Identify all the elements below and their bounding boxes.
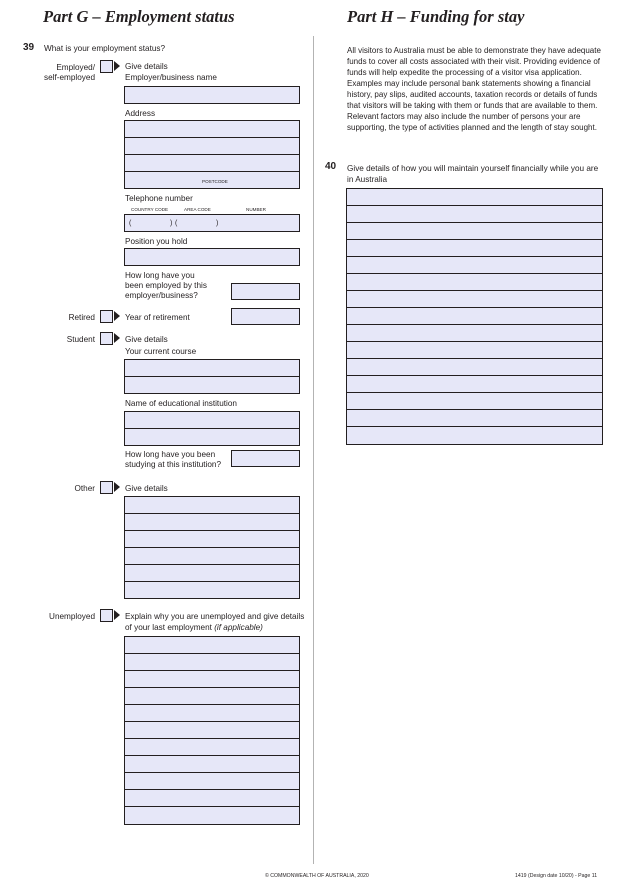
postcode-label: POSTCODE [202,179,228,184]
employed-label: Employed/ self-employed [44,63,95,82]
question-39-number: 39 [23,42,35,53]
funding-line[interactable] [347,342,602,359]
funding-line[interactable] [347,189,602,206]
number-label: NUMBER [246,207,266,212]
other-label: Other [74,484,95,493]
phone-paren-close: ) [216,220,219,227]
funding-line[interactable] [347,359,602,376]
country-code-label: COUNTRY CODE [131,207,169,212]
year-retirement-field[interactable] [231,308,300,325]
funding-line[interactable] [347,291,602,308]
how-long-studying-field[interactable] [231,450,300,467]
funding-line[interactable] [347,410,602,427]
student-label: Student [66,335,95,344]
unemployed-label: Unemployed [49,612,95,621]
other-line[interactable] [125,497,299,514]
funding-line[interactable] [347,223,602,240]
unemployed-line[interactable] [125,739,299,756]
question-40-text: Give details of how you will maintain yourself financially while you are in Australia [347,164,599,184]
footer-page-info: 1419 (Design date 10/20) - Page 11 [515,873,598,879]
unemployed-line[interactable] [125,654,299,671]
other-give-details: Give details [125,484,168,493]
course-line[interactable] [125,360,299,377]
employer-name-label: Employer/business name [125,73,217,82]
other-line[interactable] [125,548,299,565]
column-divider [313,36,314,864]
telephone-label: Telephone number [125,194,193,203]
unemployed-checkbox[interactable] [100,609,113,622]
other-line[interactable] [125,531,299,548]
retired-checkbox[interactable] [100,310,113,323]
employed-give-details: Give details [125,62,168,71]
unemployed-explain-label: Explain why you are unemployed and give details [125,612,305,621]
how-long-employed-field[interactable] [231,283,300,300]
other-line[interactable] [125,582,299,599]
funding-line[interactable] [347,376,602,393]
unemployed-arrow-icon [114,610,120,620]
phone-paren-open: ( [175,220,178,227]
student-checkbox[interactable] [100,332,113,345]
other-arrow-icon [114,482,120,492]
funding-line[interactable] [347,257,602,274]
retired-label: Retired [68,313,95,322]
funding-line[interactable] [347,274,602,291]
unemployed-line[interactable] [125,807,299,824]
unemployed-line[interactable] [125,790,299,807]
unemployed-line[interactable] [125,688,299,705]
unemployed-line[interactable] [125,773,299,790]
footer-copyright: © COMMONWEALTH OF AUSTRALIA, 2020 [265,873,369,879]
other-details-field[interactable] [124,496,300,599]
unemployed-line[interactable] [125,671,299,688]
funding-line[interactable] [347,308,602,325]
funding-line[interactable] [347,240,602,257]
address-line[interactable] [125,121,299,138]
other-checkbox[interactable] [100,481,113,494]
other-line[interactable] [125,565,299,582]
funding-intro-paragraph: All visitors to Australia must be able to demonstrate they have adequate funds to cover all costs associated with their visit. Providing evidence of funds will help expedite the processing of a visitor visa application. Examples may include personal bank statements showing a financial history, pay slips, audited accounts, taxation records or details of funds that visitors will be taking with them or funds that are available to them. Relevant factors may also include the number of persons your are supporting, the type of activities planned and the length of stay sought. [347,46,601,132]
how-long-employed-label: How long have you been employed by this employer/business? [125,271,207,300]
other-line[interactable] [125,514,299,531]
address-line[interactable] [125,138,299,155]
funding-line[interactable] [347,427,602,444]
funding-line[interactable] [347,325,602,342]
course-label: Your current course [125,347,197,356]
institution-field[interactable] [124,411,300,446]
telephone-field[interactable] [124,214,300,232]
phone-paren-close: ) [170,220,173,227]
unemployed-details-field[interactable] [124,636,300,825]
position-field[interactable] [124,248,300,266]
position-label: Position you hold [125,237,188,246]
unemployed-last-employment-label: of your last employment (if applicable) [125,623,263,632]
unemployed-line[interactable] [125,705,299,722]
part-h-title: Part H – Funding for stay [347,7,525,26]
employed-checkbox[interactable] [100,60,113,73]
funding-line[interactable] [347,206,602,223]
address-line[interactable] [125,155,299,172]
institution-line[interactable] [125,412,299,429]
student-arrow-icon [114,333,120,343]
unemployed-line[interactable] [125,637,299,654]
funding-details-field[interactable] [346,188,603,445]
course-field[interactable] [124,359,300,394]
year-retirement-label: Year of retirement [125,313,190,322]
institution-label: Name of educational institution [125,399,237,408]
retired-arrow-icon [114,311,120,321]
institution-line[interactable] [125,429,299,446]
question-39-text: What is your employment status? [44,44,166,53]
unemployed-line[interactable] [125,722,299,739]
employer-name-field[interactable] [124,86,300,104]
phone-paren-open: ( [129,220,132,227]
area-code-label: AREA CODE [184,207,211,212]
if-applicable-note: (if applicable) [214,623,263,632]
funding-line[interactable] [347,393,602,410]
question-40-number: 40 [325,161,337,172]
how-long-studying-label: How long have you been studying at this institution? [125,450,222,469]
address-label: Address [125,109,156,118]
employed-arrow-icon [114,61,120,71]
student-give-details: Give details [125,335,168,344]
unemployed-line[interactable] [125,756,299,773]
part-g-title: Part G – Employment status [43,7,235,26]
course-line[interactable] [125,377,299,394]
